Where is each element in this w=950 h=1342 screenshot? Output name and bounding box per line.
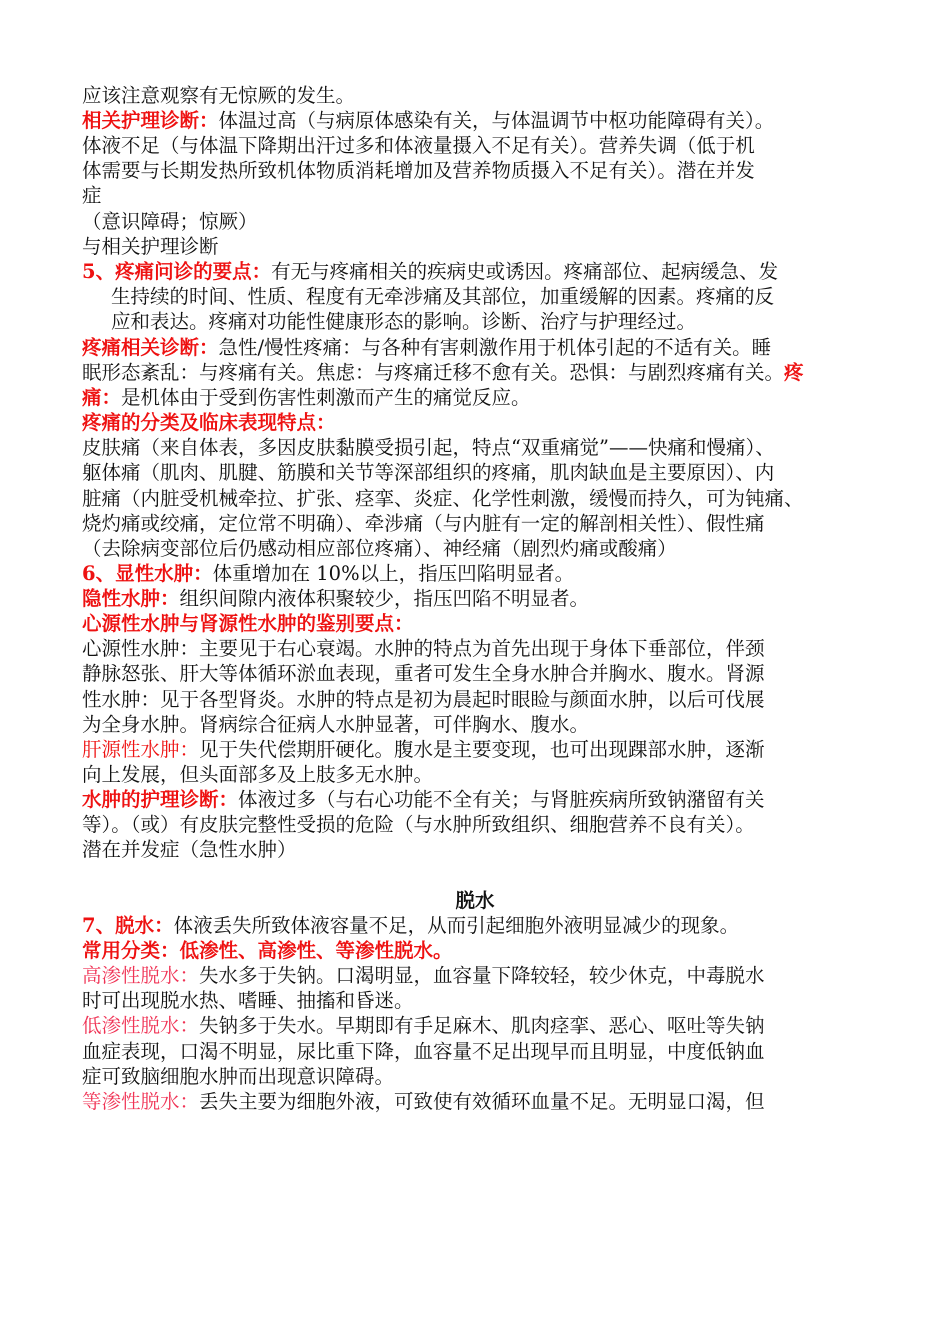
- section-heading: 脱水: [455, 889, 495, 912]
- section-label: 相关护理诊断：: [82, 109, 219, 132]
- text-line: [82, 411, 336, 436]
- text-line: 症: [82, 184, 102, 207]
- text-line: 肝源性水肿：见于失代偿期肝硬化。腹水是主要变现，也可出现踝部水肿，逐渐: [82, 738, 765, 761]
- text-line: 7、脱水：体液丢失所致体液容量不足，从而引起细胞外液明显减少的现象。: [82, 914, 740, 937]
- text-line: 等渗性脱水：丢失主要为细胞外液，可致使有效循环血量不足。无明显口渴，但: [82, 1090, 765, 1113]
- text-line: 5、疼痛问诊的要点：有无与疼痛相关的疾病史或诱因。疼痛部位、起病缓急、发: [82, 260, 779, 283]
- text-line: 时可出现脱水热、嗜睡、抽搐和昏迷。: [82, 989, 414, 1012]
- section-label: 6、显性水肿：: [82, 562, 213, 585]
- text-line: 痛：是机体由于受到伤害性刺激而产生的痛觉反应。: [82, 386, 531, 409]
- text-line: 应和表达。疼痛对功能性健康形态的影响。诊断、治疗与护理经过。: [111, 310, 697, 333]
- text-line: 为全身水肿。肾病综合征病人水肿显著，可伴胸水、腹水。: [82, 713, 590, 736]
- text-line: 相关护理诊断：体温过高（与病原体感染有关，与体温调节中枢功能障碍有关）。: [82, 109, 775, 132]
- section-label: 7、脱水：: [82, 914, 174, 937]
- text-line: （意识障碍；惊厥）: [82, 210, 258, 233]
- text-line: 血症表现，口渴不明显，尿比重下降，血容量不足出现早而且明显，中度低钠血: [82, 1040, 765, 1063]
- section-label: 5、疼痛问诊的要点：: [82, 260, 272, 283]
- text-line: 脏痛（内脏受机械牵拉、扩张、痉挛、炎症、化学性刺激，缓慢而持久，可为钝痛、: [82, 487, 804, 510]
- text-line: 烧灼痛或绞痛，定位常不明确）、牵涉痛（与内脏有一定的解剖相关性）、假性痛: [82, 512, 765, 535]
- text-line: [82, 612, 414, 637]
- text-line: 生持续的时间、性质、程度有无牵涉痛及其部位，加重缓解的因素。疼痛的反: [111, 285, 775, 308]
- section-label: 疼痛的分类及临床表现特点：: [82, 411, 336, 434]
- section-label: 心源性水肿与肾源性水肿的鉴别要点：: [82, 612, 414, 635]
- section-label: 水肿的护理诊断：: [82, 788, 239, 811]
- text-line: 体需要与长期发热所致机体物质消耗增加及营养物质摄入不足有关）。潜在并发: [82, 159, 755, 182]
- text-line: 皮肤痛（来自体表，多因皮肤黏膜受损引起，特点“双重痛觉”——快痛和慢痛）、: [82, 436, 775, 459]
- text-line: 高渗性脱水：失水多于失钠。口渴明显，血容量下降较轻，较少休克，中毒脱水: [82, 964, 765, 987]
- section-label: 肝源性水肿：: [82, 738, 200, 761]
- section-label: 隐性水肿：: [82, 587, 180, 610]
- text-line: 应该注意观察有无惊厥的发生。: [82, 84, 356, 107]
- section-label: 常用分类：低渗性、高渗性、等渗性脱水。: [82, 939, 453, 962]
- text-line: 水肿的护理诊断：体液过多（与右心功能不全有关；与肾脏疾病所致钠潴留有关: [82, 788, 765, 811]
- text-line: 等）。（或）有皮肤完整性受损的危险（与水肿所致组织、细胞营养不良有关）。: [82, 813, 755, 836]
- text-line: 体液不足（与体温下降期出汗过多和体液量摄入不足有关）。营养失调（低于机: [82, 134, 755, 157]
- text-line: 与相关护理诊断: [82, 235, 219, 258]
- section-label: 高渗性脱水：: [82, 964, 200, 987]
- section-label: 疼: [784, 361, 804, 384]
- text-line: 低渗性脱水：失钠多于失水。早期即有手足麻木、肌肉痉挛、恶心、呕吐等失钠: [82, 1014, 765, 1037]
- text-line: 向上发展，但头面部多及上肢多无水肿。: [82, 763, 434, 786]
- section-label: 低渗性脱水：: [82, 1014, 200, 1037]
- text-line: 症可致脑细胞水肿而出现意识障碍。: [82, 1065, 395, 1088]
- text-line: 6、显性水肿：体重增加在 10%以上，指压凹陷明显者。: [82, 562, 575, 585]
- text-line: 潜在并发症（急性水肿）: [82, 838, 297, 861]
- text-line: 疼痛相关诊断：急性/慢性疼痛：与各种有害刺激作用于机体引起的不适有关。睡: [82, 336, 772, 359]
- section-label: 痛：: [82, 386, 122, 409]
- text-line: 眠形态紊乱：与疼痛有关。焦虑：与疼痛迁移不愈有关。恐惧：与剧烈疼痛有关。疼: [82, 361, 804, 384]
- text-line: 躯体痛（肌肉、肌腱、筋膜和关节等深部组织的疼痛，肌肉缺血是主要原因）、内: [82, 461, 775, 484]
- section-label: 等渗性脱水：: [82, 1090, 200, 1113]
- text-line: 心源性水肿：主要见于右心衰竭。水肿的特点为首先出现于身体下垂部位，伴颈: [82, 637, 765, 660]
- text-line: 性水肿：见于各型肾炎。水肿的特点是初为晨起时眼睑与颜面水肿，以后可伐展: [82, 688, 765, 711]
- text-line: （去除病变部位后仍感动相应部位疼痛）、神经痛（剧烈灼痛或酸痛）: [82, 537, 677, 560]
- text-line: 隐性水肿：组织间隙内液体积聚较少，指压凹陷不明显者。: [82, 587, 590, 610]
- text-line: [82, 939, 453, 964]
- text-line: 静脉怒张、肝大等体循环淤血表现，重者可发生全身水肿合并胸水、腹水。肾源: [82, 662, 765, 685]
- section-label: 疼痛相关诊断：: [82, 336, 219, 359]
